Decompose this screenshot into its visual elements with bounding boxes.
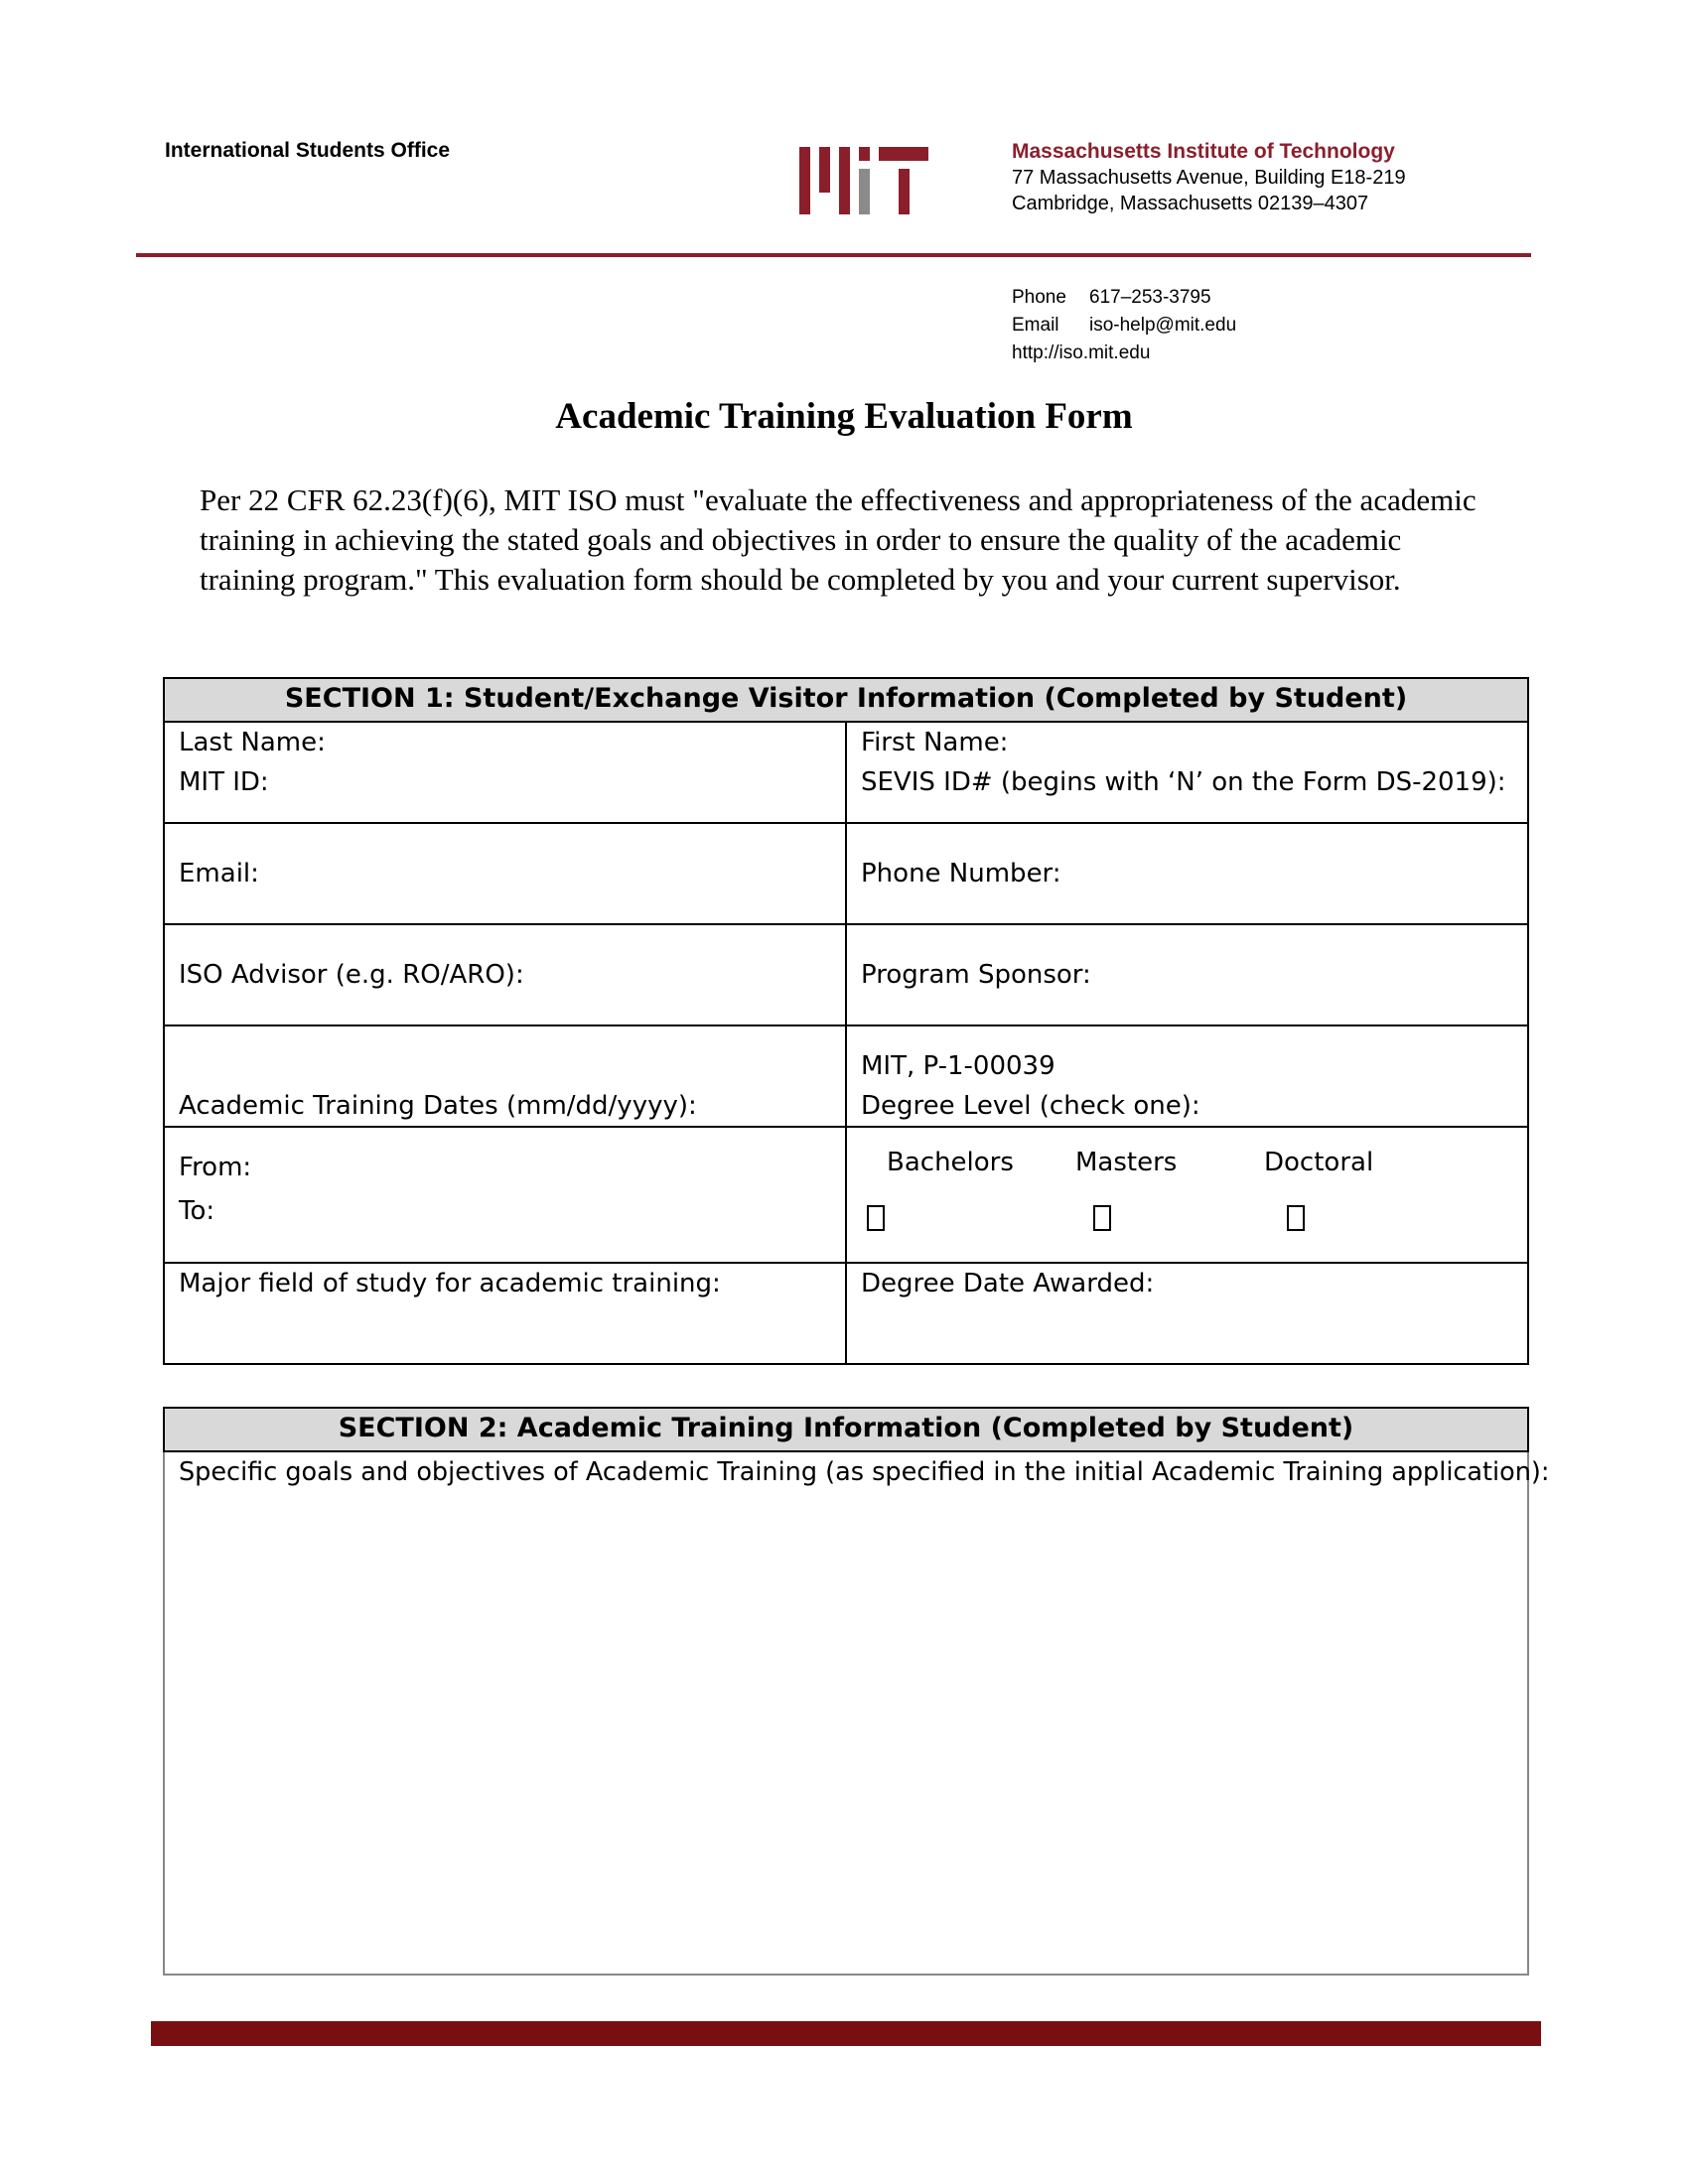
- goals-field[interactable]: [164, 1451, 1550, 1975]
- mit-logo: [799, 147, 928, 214]
- major-field-label: Major field of study for academic training:: [179, 1269, 721, 1298]
- website-link[interactable]: http://iso.mit.edu: [1012, 342, 1151, 363]
- phone-number-field[interactable]: [846, 823, 1528, 924]
- first-name-label: First Name:: [861, 728, 1009, 757]
- sevis-id-label: SEVIS ID# (begins with ‘N’ on the Form DS-2019):: [861, 767, 1506, 797]
- degree-level-label: Degree Level (check one):: [861, 1091, 1200, 1121]
- footer-bar: [151, 2021, 1541, 2046]
- iso-advisor-field[interactable]: [164, 924, 846, 1025]
- email-label: Email: [1012, 315, 1059, 336]
- email-field[interactable]: [164, 823, 846, 924]
- institution-name: Massachusetts Institute of Technology: [1012, 140, 1395, 163]
- degree-option-bachelors-label: Bachelors: [887, 1148, 1014, 1177]
- degree-date-cell[interactable]: [846, 1263, 1528, 1364]
- intro-paragraph: Per 22 CFR 62.23(f)(6), MIT ISO must "evaluate the effectiveness and appropriateness of the academic training in achieving the stated goals and objectives in order to ensure the quality of the academic training program." This evaluation form should be completed by you and your current supervisor.: [200, 482, 1477, 597]
- header-divider: [136, 253, 1531, 257]
- name-id-cell[interactable]: [164, 722, 846, 823]
- phone-value: 617–253-3795: [1089, 287, 1211, 308]
- degree-options-labels: [887, 1148, 1513, 1177]
- address-line-1: 77 Massachusetts Avenue, Building E18-219: [1012, 167, 1406, 189]
- training-dates-label: Academic Training Dates (mm/dd/yyyy):: [179, 1091, 697, 1121]
- section1-heading: SECTION 1: Student/Exchange Visitor Information (Completed by Student): [164, 678, 1528, 722]
- to-label: To:: [179, 1196, 215, 1226]
- degree-option-doctoral-label: Doctoral: [1264, 1148, 1374, 1177]
- bachelors-checkbox[interactable]: [867, 1205, 885, 1231]
- institution-block: [1012, 139, 1406, 216]
- first-name-sevis-cell[interactable]: [846, 722, 1528, 823]
- degree-option-masters-label: Masters: [1075, 1148, 1178, 1177]
- degree-level-cell: [846, 1127, 1528, 1263]
- degree-date-label: Degree Date Awarded:: [861, 1269, 1155, 1298]
- program-sponsor-label: Program Sponsor:: [861, 960, 1091, 990]
- email-label: Email:: [179, 859, 259, 888]
- doctoral-checkbox[interactable]: [1287, 1205, 1305, 1231]
- section2-heading: SECTION 2: Academic Training Information (Completed by Student): [164, 1408, 1528, 1451]
- phone-number-label: Phone Number:: [861, 859, 1061, 888]
- form-title: Academic Training Evaluation Form: [555, 396, 1133, 437]
- address-line-2: Cambridge, Massachusetts 02139–4307: [1012, 193, 1369, 214]
- from-label: From:: [179, 1153, 252, 1182]
- phone-label: Phone: [1012, 287, 1066, 308]
- training-dates-header-cell: [164, 1025, 846, 1127]
- office-name: International Students Office: [165, 139, 451, 162]
- program-sponsor-field[interactable]: [846, 924, 1528, 1025]
- degree-options-checkboxes: [867, 1205, 1513, 1238]
- mit-id-label: MIT ID:: [179, 767, 269, 797]
- goals-label: Specific goals and objectives of Academic Training (as specified in the initial Academic Training application):: [179, 1457, 1550, 1487]
- major-field-cell[interactable]: [164, 1263, 846, 1364]
- program-sponsor-value: MIT, P-1-00039: [861, 1051, 1055, 1081]
- section2-table: [163, 1407, 1550, 1976]
- contact-block: [1012, 284, 1236, 367]
- degree-level-header-cell: [846, 1025, 1528, 1127]
- iso-advisor-label: ISO Advisor (e.g. RO/ARO):: [179, 960, 524, 990]
- masters-checkbox[interactable]: [1093, 1205, 1111, 1231]
- email-value[interactable]: iso-help@mit.edu: [1089, 315, 1237, 336]
- training-dates-cell[interactable]: [164, 1127, 846, 1263]
- last-name-label: Last Name:: [179, 728, 326, 757]
- section1-table: [163, 677, 1529, 1365]
